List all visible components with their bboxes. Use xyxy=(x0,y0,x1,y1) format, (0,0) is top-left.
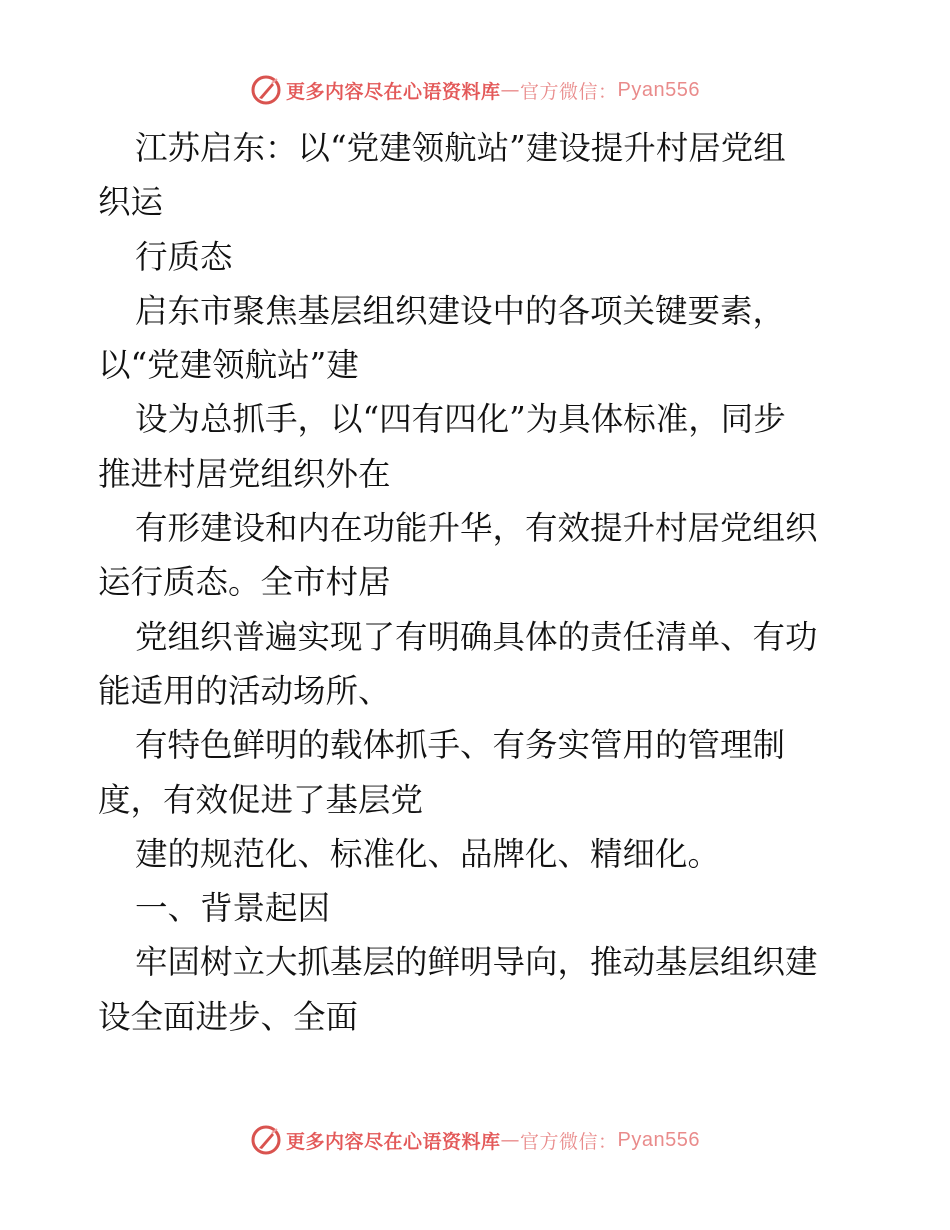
watermark-sub-text: 官方微信： xyxy=(520,1130,618,1153)
text-line: 有特色鲜明的载体抓手、有务实管用的管理制 xyxy=(135,726,786,765)
text-line: 设全面进步、全面 xyxy=(98,997,359,1036)
feather-logo-icon xyxy=(250,1124,282,1156)
watermark-separator: — xyxy=(500,79,521,101)
text-line: 启东市聚焦基层组织建设中的各项关键要素， xyxy=(135,291,786,330)
section-heading: 一、背景起因 xyxy=(135,889,331,928)
watermark-wechat-id: Pyan556 xyxy=(617,1128,700,1151)
watermark-separator: — xyxy=(500,1129,521,1151)
text-line: 党组织普遍实现了有明确具体的责任清单、有功 xyxy=(135,617,818,656)
document-body xyxy=(98,121,858,1044)
watermark-main-text: 更多内容尽在心语资料库 xyxy=(286,80,501,103)
watermark-wechat-id: Pyan556 xyxy=(617,78,700,101)
text-line: 有形建设和内在功能升华，有效提升村居党组织 xyxy=(135,509,818,548)
text-line: 建的规范化、标准化、品牌化、精细化。 xyxy=(135,834,721,873)
text-line: 江苏启东：以“党建领航站”建设提升村居党组 xyxy=(135,129,786,167)
text-line: 牢固树立大抓基层的鲜明导向，推动基层组织建 xyxy=(135,943,818,982)
footer-watermark xyxy=(0,1120,950,1160)
feather-logo-icon xyxy=(250,74,282,106)
text-line: 以“党建领航站”建 xyxy=(98,346,359,385)
text-line: 行质态 xyxy=(135,237,233,276)
text-line: 度，有效促进了基层党 xyxy=(98,780,424,819)
text-line: 设为总抓手，以“四有四化”为具体标准，同步 xyxy=(135,400,786,439)
text-line: 织运 xyxy=(98,183,164,222)
text-line: 推进村居党组织外在 xyxy=(98,454,391,493)
watermark-sub-text: 官方微信： xyxy=(520,80,618,103)
header-watermark xyxy=(0,70,950,110)
text-line: 能适用的活动场所、 xyxy=(98,671,391,710)
text-line: 运行质态。全市村居 xyxy=(98,563,391,602)
watermark-main-text: 更多内容尽在心语资料库 xyxy=(286,1130,501,1153)
